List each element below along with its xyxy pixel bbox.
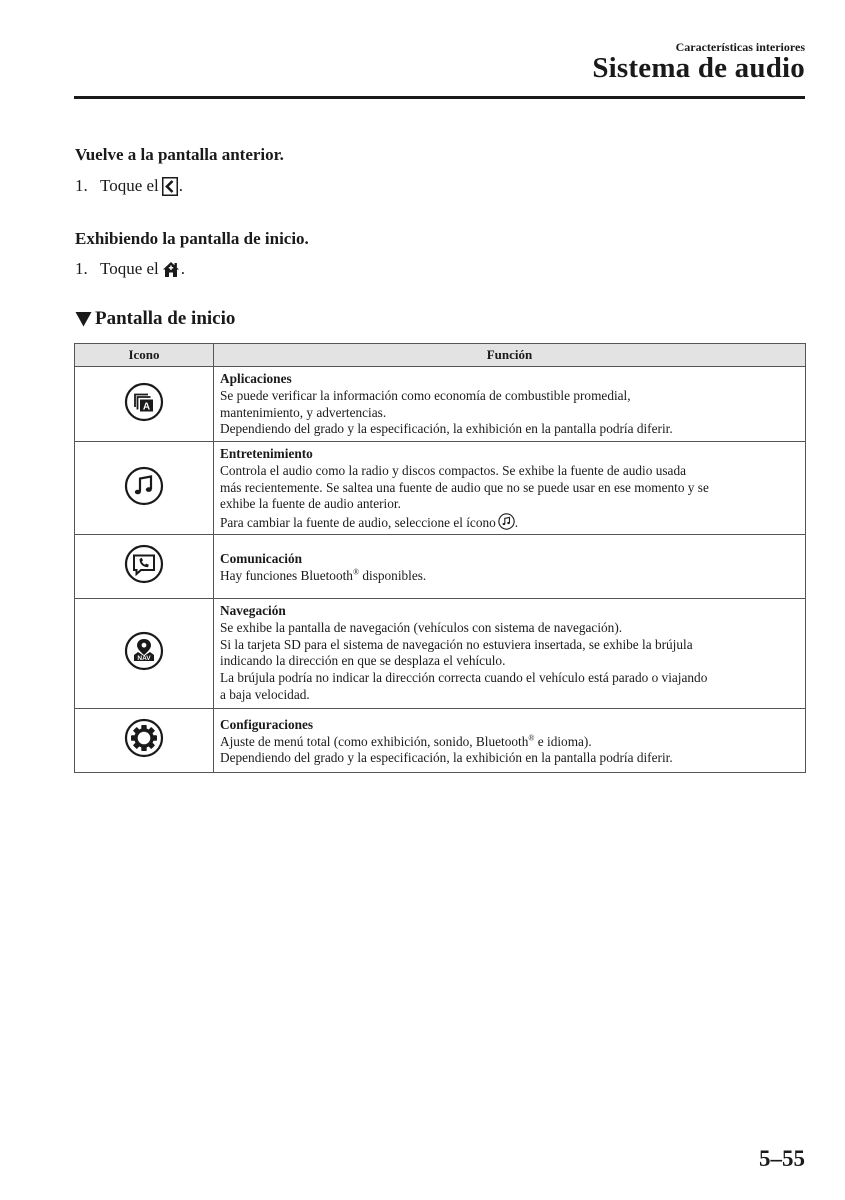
function-line-end: .: [514, 515, 519, 531]
header-divider: [74, 96, 805, 99]
function-cell: [214, 599, 806, 709]
page-title: Sistema de audio: [592, 52, 805, 84]
navigation-icon-label: NAV: [137, 655, 151, 663]
function-line: más recientemente. Se saltea una fuente de audio que no se puede usar en ese momento y se: [220, 479, 709, 495]
function-line: Controla el audio como la radio y discos compactos. Se exhibe la fuente de audio usada: [220, 462, 686, 478]
function-cell: [214, 709, 806, 773]
svg-text:A: A: [142, 400, 151, 412]
back-step-end: .: [178, 176, 184, 195]
column-header-icon: Icono: [75, 344, 214, 367]
back-step: [75, 176, 183, 196]
section-title: Pantalla de inicio: [95, 308, 236, 329]
function-cell: [214, 367, 806, 442]
column-header-function: Función: [214, 344, 806, 367]
function-line: [220, 568, 799, 585]
function-line: Dependiendo del grado y la especificación, la exhibición en la pantalla podría diferir.: [220, 750, 673, 766]
function-line: Si la tarjeta SD para el sistema de navegación no estuviera insertada, se exhibe la brújula: [220, 636, 693, 652]
section-heading: [75, 308, 235, 330]
icon-cell: [75, 367, 214, 442]
home-step-end: .: [180, 259, 186, 278]
function-name: Entretenimiento: [220, 446, 313, 461]
back-arrow-icon: [162, 177, 178, 196]
function-name: Comunicación: [220, 551, 303, 567]
function-line: Se exhibe la pantalla de navegación (vehículos con sistema de navegación).: [220, 619, 623, 635]
function-line: indicando la dirección en que se desplaza el vehículo.: [220, 653, 506, 669]
home-heading: Exhibiendo la pantalla de inicio.: [75, 229, 309, 248]
icon-cell: [75, 442, 214, 535]
function-line-text: Ajuste de menú total (como exhibición, sonido, Bluetooth: [220, 733, 529, 749]
function-name: Configuraciones: [220, 716, 314, 732]
function-line-text: Hay funciones Bluetooth: [220, 568, 353, 583]
function-line: [220, 734, 799, 751]
phone-chat-icon: [124, 544, 164, 584]
table-header-row: [75, 344, 806, 367]
function-line: a baja velocidad.: [220, 686, 310, 702]
home-screen-table: [74, 343, 806, 773]
back-heading: Vuelve a la pantalla anterior.: [75, 145, 284, 164]
home-step-text: Toque el: [100, 259, 159, 278]
icon-cell: [75, 535, 214, 599]
icon-cell: [75, 599, 214, 709]
function-name: Navegación: [220, 603, 286, 618]
function-line: Se puede verificar la información como economía de combustible promedial,: [220, 387, 631, 403]
back-step-number: 1.: [75, 176, 88, 195]
function-line-text: e idioma).: [534, 733, 592, 749]
function-line: [220, 513, 799, 532]
function-cell: [214, 442, 806, 535]
function-line-text: Para cambiar la fuente de audio, seleccione el ícono: [220, 515, 496, 531]
page-number: 5–55: [759, 1146, 805, 1171]
function-line: mantenimiento, y advertencias.: [220, 404, 387, 420]
triangle-down-icon: [75, 311, 92, 327]
function-cell: [214, 535, 806, 599]
table-row: [75, 535, 806, 599]
icon-cell: [75, 709, 214, 773]
table-row: [75, 599, 806, 709]
home-step-number: 1.: [75, 259, 88, 278]
function-line-text: disponibles.: [359, 568, 427, 583]
home-step: [75, 259, 185, 279]
function-name: Aplicaciones: [220, 371, 292, 386]
applications-icon: [124, 382, 164, 422]
table-row: [75, 709, 806, 773]
music-note-small-icon: [498, 513, 515, 530]
home-icon: [162, 261, 180, 278]
gear-icon: [124, 718, 164, 758]
header-section: Características interiores: [675, 40, 805, 54]
function-line: Dependiendo del grado y la especificación, la exhibición en la pantalla podría diferir.: [220, 421, 673, 437]
music-note-icon: [124, 466, 164, 506]
table-row: [75, 367, 806, 442]
registered-mark: ®: [352, 567, 360, 577]
registered-mark: ®: [528, 733, 535, 743]
function-line: La brújula podría no indicar la dirección correcta cuando el vehículo está parado o viajando: [220, 670, 708, 686]
table-row: [75, 442, 806, 535]
function-line: exhibe la fuente de audio anterior.: [220, 496, 401, 512]
back-step-text: Toque el: [100, 176, 159, 195]
navigation-icon: [124, 631, 164, 671]
